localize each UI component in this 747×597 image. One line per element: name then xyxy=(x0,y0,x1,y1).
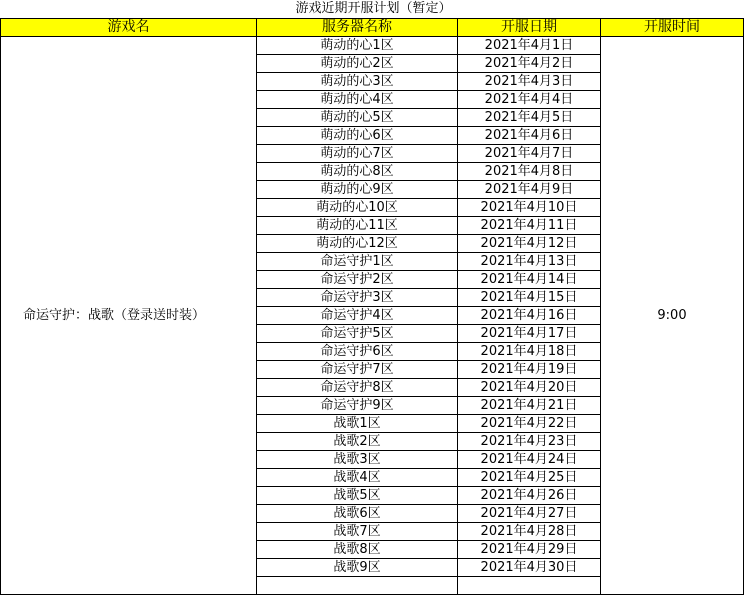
open-time-cell[interactable]: 9:00 xyxy=(601,37,744,595)
open-date-cell[interactable]: 2021年4月11日 xyxy=(458,217,601,235)
server-name-cell[interactable]: 萌动的心5区 xyxy=(257,109,458,127)
open-date-cell[interactable]: 2021年4月26日 xyxy=(458,487,601,505)
header-row xyxy=(1,19,744,37)
server-name-cell[interactable]: 战歌4区 xyxy=(257,469,458,487)
open-date-cell[interactable]: 2021年4月16日 xyxy=(458,307,601,325)
open-date-cell[interactable]: 2021年4月14日 xyxy=(458,271,601,289)
server-name-cell[interactable]: 命运守护5区 xyxy=(257,325,458,343)
open-date-cell[interactable] xyxy=(458,577,601,595)
open-date-cell[interactable]: 2021年4月30日 xyxy=(458,559,601,577)
open-date-cell[interactable]: 2021年4月28日 xyxy=(458,523,601,541)
header-server-name[interactable]: 服务器名称 xyxy=(257,19,458,37)
server-name-cell[interactable]: 战歌8区 xyxy=(257,541,458,559)
open-date-cell[interactable]: 2021年4月6日 xyxy=(458,127,601,145)
open-date-cell[interactable]: 2021年4月8日 xyxy=(458,163,601,181)
server-name-cell[interactable]: 战歌3区 xyxy=(257,451,458,469)
open-date-cell[interactable]: 2021年4月22日 xyxy=(458,415,601,433)
server-name-cell[interactable]: 战歌5区 xyxy=(257,487,458,505)
server-name-cell[interactable]: 萌动的心12区 xyxy=(257,235,458,253)
open-date-cell[interactable]: 2021年4月29日 xyxy=(458,541,601,559)
sheet-title: 游戏近期开服计划（暂定） xyxy=(295,1,452,16)
open-date-cell[interactable]: 2021年4月17日 xyxy=(458,325,601,343)
server-name-cell[interactable]: 萌动的心6区 xyxy=(257,127,458,145)
open-date-cell[interactable]: 2021年4月5日 xyxy=(458,109,601,127)
header-open-time[interactable]: 开服时间 xyxy=(601,19,744,37)
open-date-cell[interactable]: 2021年4月9日 xyxy=(458,181,601,199)
header-game-name[interactable]: 游戏名 xyxy=(1,19,257,37)
server-name-cell[interactable]: 萌动的心1区 xyxy=(257,37,458,55)
server-name-cell[interactable]: 战歌7区 xyxy=(257,523,458,541)
server-name-cell[interactable]: 萌动的心9区 xyxy=(257,181,458,199)
open-date-cell[interactable]: 2021年4月4日 xyxy=(458,91,601,109)
server-name-cell[interactable] xyxy=(257,577,458,595)
server-name-cell[interactable]: 萌动的心7区 xyxy=(257,145,458,163)
server-name-cell[interactable]: 战歌6区 xyxy=(257,505,458,523)
server-name-cell[interactable]: 萌动的心2区 xyxy=(257,55,458,73)
open-date-cell[interactable]: 2021年4月3日 xyxy=(458,73,601,91)
server-name-cell[interactable]: 命运守护9区 xyxy=(257,397,458,415)
server-name-cell[interactable]: 命运守护7区 xyxy=(257,361,458,379)
open-date-cell[interactable]: 2021年4月1日 xyxy=(458,37,601,55)
server-name-cell[interactable]: 命运守护4区 xyxy=(257,307,458,325)
open-date-cell[interactable]: 2021年4月27日 xyxy=(458,505,601,523)
open-date-cell[interactable]: 2021年4月25日 xyxy=(458,469,601,487)
server-name-cell[interactable]: 战歌2区 xyxy=(257,433,458,451)
open-date-cell[interactable]: 2021年4月23日 xyxy=(458,433,601,451)
open-date-cell[interactable]: 2021年4月18日 xyxy=(458,343,601,361)
open-date-cell[interactable]: 2021年4月2日 xyxy=(458,55,601,73)
schedule-table xyxy=(0,18,744,595)
open-date-cell[interactable]: 2021年4月12日 xyxy=(458,235,601,253)
header-open-date[interactable]: 开服日期 xyxy=(458,19,601,37)
server-name-cell[interactable]: 命运守护2区 xyxy=(257,271,458,289)
server-name-cell[interactable]: 萌动的心10区 xyxy=(257,199,458,217)
game-name-cell[interactable]: 命运守护：战歌（登录送时装） xyxy=(1,37,257,595)
server-name-cell[interactable]: 萌动的心11区 xyxy=(257,217,458,235)
server-name-cell[interactable]: 命运守护8区 xyxy=(257,379,458,397)
table-row xyxy=(1,37,744,55)
server-name-cell[interactable]: 命运守护6区 xyxy=(257,343,458,361)
server-name-cell[interactable]: 萌动的心3区 xyxy=(257,73,458,91)
open-date-cell[interactable]: 2021年4月13日 xyxy=(458,253,601,271)
server-name-cell[interactable]: 战歌1区 xyxy=(257,415,458,433)
open-date-cell[interactable]: 2021年4月19日 xyxy=(458,361,601,379)
open-date-cell[interactable]: 2021年4月7日 xyxy=(458,145,601,163)
server-name-cell[interactable]: 萌动的心8区 xyxy=(257,163,458,181)
open-date-cell[interactable]: 2021年4月21日 xyxy=(458,397,601,415)
server-name-cell[interactable]: 命运守护3区 xyxy=(257,289,458,307)
open-date-cell[interactable]: 2021年4月10日 xyxy=(458,199,601,217)
server-name-cell[interactable]: 战歌9区 xyxy=(257,559,458,577)
server-name-cell[interactable]: 萌动的心4区 xyxy=(257,91,458,109)
open-date-cell[interactable]: 2021年4月20日 xyxy=(458,379,601,397)
open-date-cell[interactable]: 2021年4月15日 xyxy=(458,289,601,307)
open-date-cell[interactable]: 2021年4月24日 xyxy=(458,451,601,469)
table-body xyxy=(1,37,744,595)
server-name-cell[interactable]: 命运守护1区 xyxy=(257,253,458,271)
